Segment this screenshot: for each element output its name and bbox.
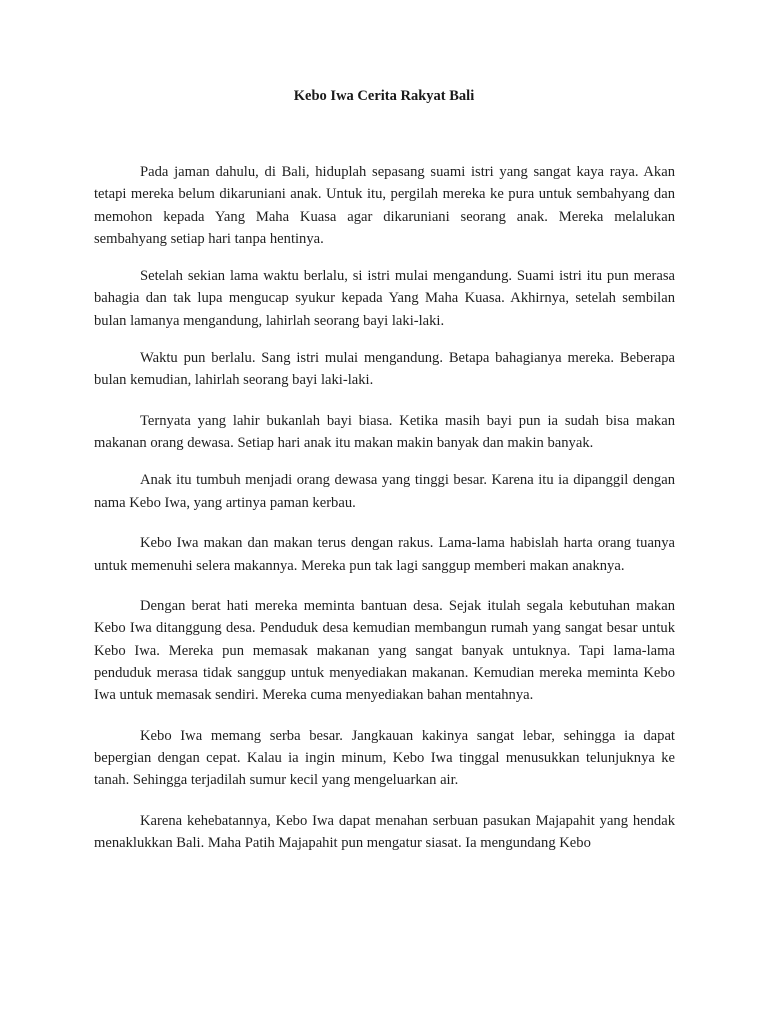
paragraph: Kebo Iwa makan dan makan terus dengan rakus. Lama-lama habislah harta orang tuanya untuk memenuhi selera makannya. Mereka pun tak lagi sanggup memberi makan anaknya. [94,535,675,574]
paragraph: Ternyata yang lahir bukanlah bayi biasa. Ketika masih bayi pun ia sudah bisa makan makanan orang dewasa. Setiap hari anak itu makan makin banyak dan makin banyak. [94,412,675,452]
paragraph: Anak itu tumbuh menjadi orang dewasa yang tinggi besar. Karena itu ia dipanggil dengan nama Kebo Iwa, yang artinya paman kerbau. [94,472,675,511]
document-body [94,161,675,873]
paragraph: Dengan berat hati mereka meminta bantuan desa. Sejak itulah segala kebutuhan makan Kebo Iwa ditanggung desa. Penduduk desa kemudian membangun rumah yang sangat besar untuk Kebo Iwa. Mereka pun memasak makanan yang sangat banyak untuknya. Tapi lama-lama penduduk merasa tidak sanggup untuk menyediakan makanan. Kemudian mereka meminta Kebo Iwa untuk memasak sendiri. Mereka cuma menyediakan bahan mentahnya. [94,598,675,704]
paragraph: Setelah sekian lama waktu berlalu, si istri mulai mengandung. Suami istri itu pun merasa bahagia dan tak lupa mengucap syukur kepada Yang Maha Kuasa. Akhirnya, setelah sembilan bulan lamanya mengandung, lahirlah seorang bayi laki-laki. [94,268,675,329]
paragraph: Kebo Iwa memang serba besar. Jangkauan kakinya sangat lebar, sehingga ia dapat bepergian dengan cepat. Kalau ia ingin minum, Kebo Iwa tinggal menusukkan telunjuknya ke tanah. Sehingga terjadilah sumur kecil yang mengeluarkan air. [94,727,675,789]
document-title: Kebo Iwa Cerita Rakyat Bali [293,88,475,104]
paragraph: Pada jaman dahulu, di Bali, hiduplah sepasang suami istri yang sangat kaya raya. Akan tetapi mereka belum dikaruniani anak. Untuk itu, pergilah mereka ke pura untuk sembahyang dan memohon kepada Yang Maha Kuasa agar dikaruniani seorang anak. Mereka melalukan sembahyang setiap hari tanpa hentinya. [94,164,675,247]
paragraph: Waktu pun berlalu. Sang istri mulai mengandung. Betapa bahagianya mereka. Beberapa bulan kemudian, lahirlah seorang bayi laki-laki. [94,350,675,389]
paragraph: Karena kehebatannya, Kebo Iwa dapat menahan serbuan pasukan Majapahit yang hendak menaklukkan Bali. Maha Patih Majapahit pun mengatur siasat. Ia mengundang Kebo [94,812,675,852]
